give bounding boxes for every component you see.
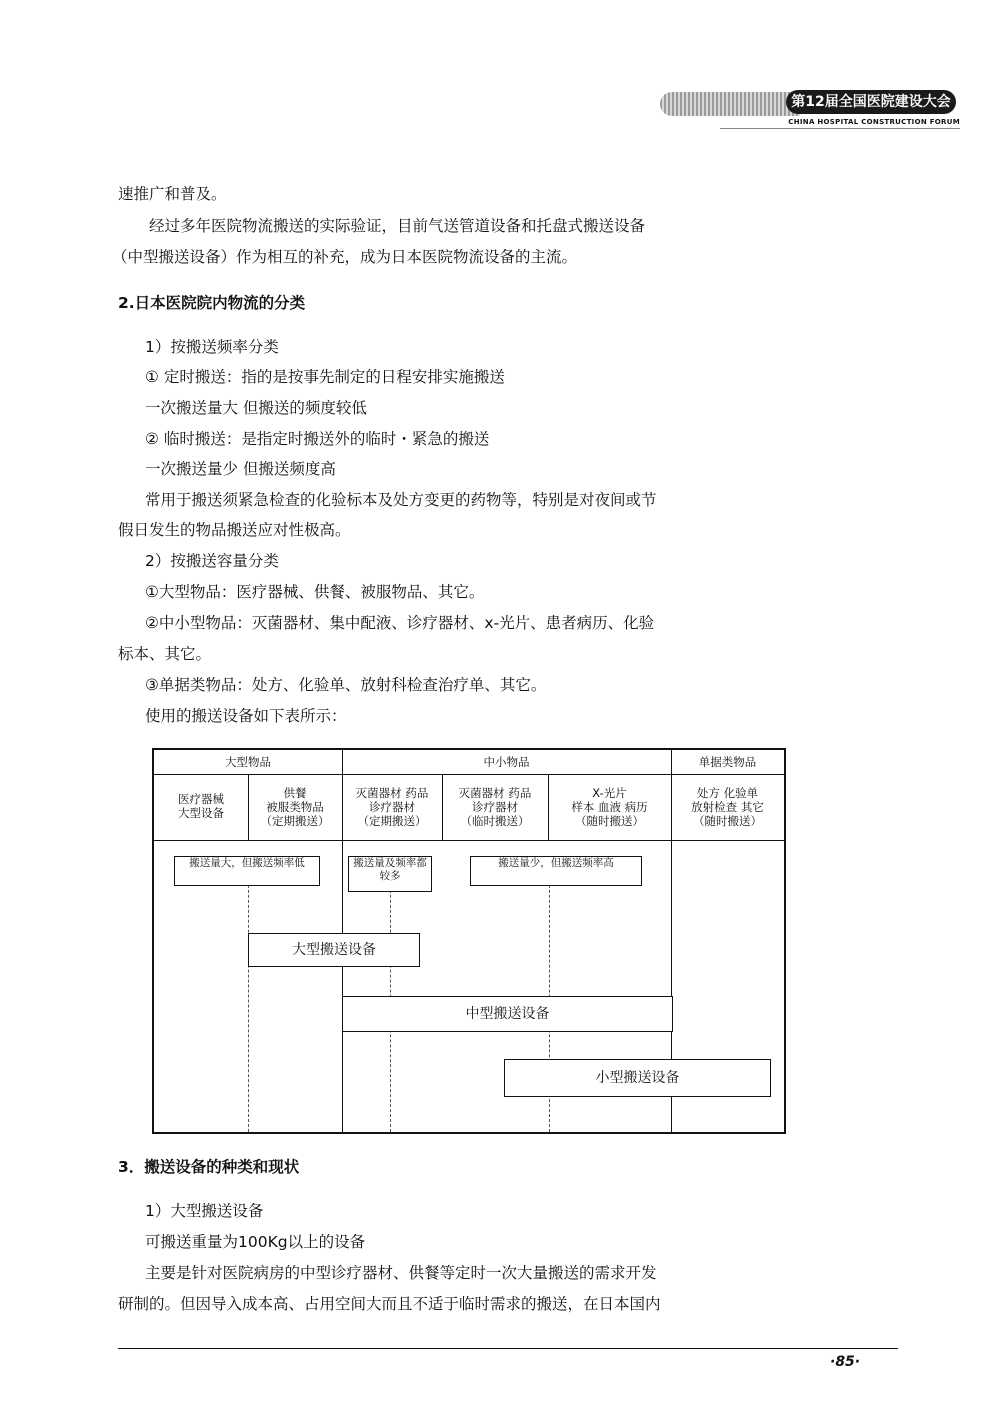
body-line: 研制的。但因导入成本高、占用空间大而且不适于临时需求的搬送，在日本国内	[118, 1295, 661, 1313]
equipment-bar-small: 小型搬送设备	[504, 1059, 771, 1097]
note-box: 搬送量大，但搬送频率低	[174, 856, 320, 886]
body-line: 速推广和普及。	[118, 185, 227, 203]
column-label: X-光片 样本 血液 病历 （随时搬送）	[571, 786, 648, 828]
body-line: ①大型物品：医疗器械、供餐、被服物品、其它。	[145, 583, 485, 601]
section-heading: 2.日本医院院内物流的分类	[118, 294, 306, 312]
group-label: 单据类物品	[698, 755, 757, 769]
footer-rule	[118, 1348, 898, 1349]
body-line: （中型搬送设备）作为相互的补充，成为日本医院物流设备的主流。	[112, 248, 578, 266]
note-box: 搬送量少，但搬送频率高	[470, 856, 642, 886]
group-label: 中小物品	[483, 755, 530, 769]
column-label: 医疗器械 大型设备	[178, 792, 224, 820]
body-line: 使用的搬送设备如下表所示：	[145, 707, 347, 725]
guide-line	[248, 860, 249, 1132]
body-line: 1）按搬送频率分类	[145, 338, 279, 356]
equipment-bar-large: 大型搬送设备	[248, 933, 420, 967]
equipment-bar-medium: 中型搬送设备	[342, 996, 673, 1032]
column-label: 供餐 被服类物品 （定期搬送）	[260, 786, 330, 828]
body-line: ② 临时搬送：是指定时搬送外的临时・紧急的搬送	[145, 430, 490, 448]
logo-subtitle: CHINA HOSPITAL CONSTRUCTION FORUM	[788, 118, 960, 126]
body-line: 经过多年医院物流搬送的实际验证，目前气送管道设备和托盘式搬送设备	[149, 217, 646, 235]
diagram-rule	[154, 840, 784, 841]
body-line: 标本、其它。	[118, 645, 212, 663]
section-heading: 3．搬送设备的种类和现状	[118, 1158, 300, 1176]
column-label: 灭菌器材 药品 诊疗器材 （定期搬送）	[355, 786, 429, 828]
note-box: 搬送量及频率都较多	[348, 856, 432, 892]
body-line: 假日发生的物品搬送应对性极高。	[118, 521, 351, 539]
page-number: ·85·	[830, 1354, 861, 1370]
logo-swoosh	[660, 92, 800, 116]
body-line: 一次搬送量大 但搬送的频度较低	[145, 399, 367, 417]
column-label: 灭菌器材 药品 诊疗器材 （临时搬送）	[458, 786, 532, 828]
logo-title: 第12届全国医院建设大会	[786, 90, 956, 114]
body-line: ③单据类物品：处方、化验单、放射科检查治疗单、其它。	[145, 676, 547, 694]
body-line: ②中小型物品：灭菌器材、集中配液、诊疗器材、x-光片、患者病历、化验	[145, 614, 655, 632]
body-line: 可搬送重量为100Kg以上的设备	[145, 1233, 366, 1251]
body-line: 常用于搬送须紧急检查的化验标本及处方变更的药物等，特别是对夜间或节	[145, 491, 657, 509]
equipment-diagram	[152, 748, 786, 1134]
body-line: ① 定时搬送：指的是按事先制定的日程安排实施搬送	[145, 368, 505, 386]
body-line: 一次搬送量少 但搬送频度高	[145, 460, 336, 478]
group-label: 大型物品	[225, 755, 271, 769]
header-logo	[660, 90, 960, 130]
body-line: 主要是针对医院病房的中型诊疗器材、供餐等定时一次大量搬送的需求开发	[145, 1264, 657, 1282]
body-line: 1）大型搬送设备	[145, 1202, 264, 1220]
logo-rule	[720, 128, 960, 129]
body-line: 2）按搬送容量分类	[145, 552, 279, 570]
column-label: 处方 化验单 放射检查 其它 （随时搬送）	[691, 786, 764, 828]
